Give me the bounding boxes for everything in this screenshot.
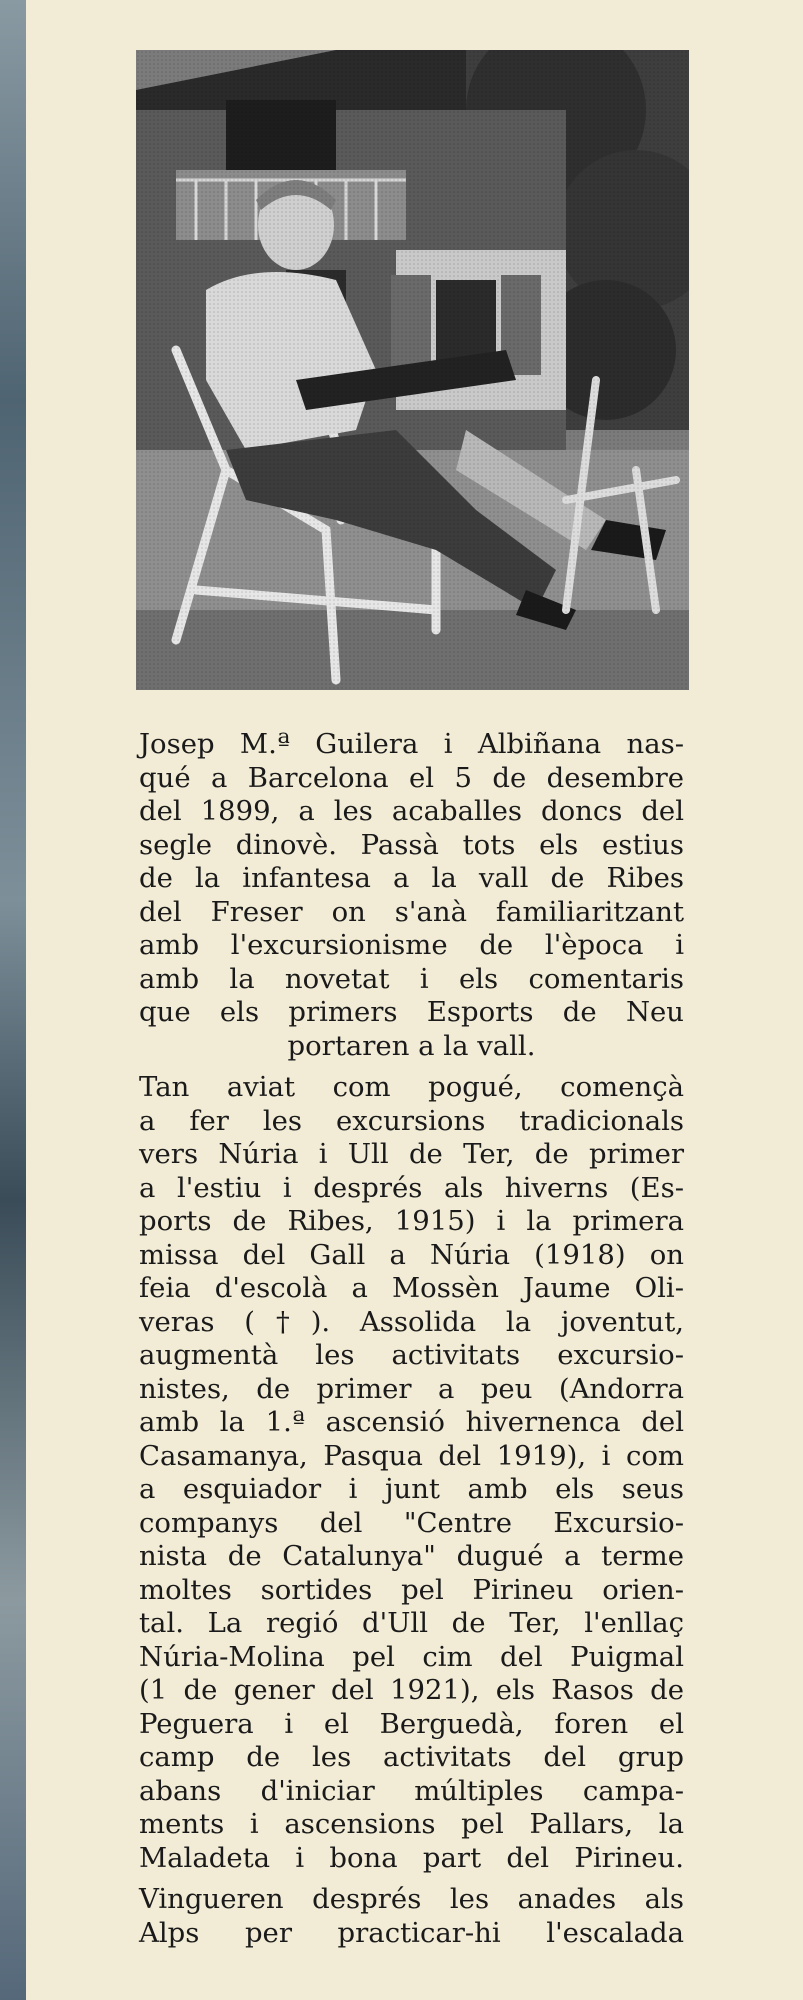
page: [26, 0, 803, 2000]
text-line: amb la novetat i els comentaris: [139, 962, 684, 995]
text-line: ments i ascensions pel Pallars, la: [139, 1808, 684, 1840]
text-line: Peguera i el Berguedà, foren el: [139, 1707, 684, 1740]
text-line: companys del "Centre Excursio-: [139, 1506, 684, 1539]
text-line: augmentà les activitats excursio-: [139, 1339, 684, 1371]
text-line: portaren a la vall.: [287, 1029, 536, 1062]
text-line: feia d'escolà a Mossèn Jaume Oli-: [139, 1272, 684, 1304]
text-line: nistes, de primer a peu (Andorra: [139, 1372, 684, 1405]
biography-text: [139, 728, 684, 1958]
paragraph-1: [139, 728, 684, 1063]
text-line: camp de les activitats del grup: [139, 1741, 684, 1773]
text-line: Josep M.ª Guilera i Albiñana nas-: [139, 728, 684, 760]
text-line: Alps per practicar-hi l'escalada: [139, 1916, 684, 1949]
text-line: Tan aviat com pogué, començà: [139, 1071, 684, 1103]
text-line: Maladeta i bona part del Pirineu.: [139, 1841, 684, 1874]
text-line: missa del Gall a Núria (1918) on: [139, 1238, 684, 1271]
text-line: Núria-Molina pel cim del Puigmal: [139, 1640, 684, 1673]
text-line: Vingueren després les anades als: [139, 1883, 684, 1915]
text-line: a l'estiu i després als hiverns (Es-: [139, 1171, 684, 1204]
text-line: abans d'iniciar múltiples campa-: [139, 1774, 684, 1807]
paragraph-3: [139, 1883, 684, 1950]
text-line: del 1899, a les acaballes doncs del: [139, 795, 684, 827]
text-line: amb la 1.ª ascensió hivernenca del: [139, 1406, 684, 1438]
paragraph-2: [139, 1071, 684, 1875]
text-line: segle dinovè. Passà tots els estius: [139, 828, 684, 861]
text-line: veras (†). Assolida la joventut,: [139, 1305, 684, 1338]
text-line: vers Núria i Ull de Ter, de primer: [139, 1138, 684, 1170]
text-line: tal. La regió d'Ull de Ter, l'enllaç: [139, 1607, 684, 1639]
text-line: que els primers Esports de Neu: [139, 996, 684, 1028]
text-line: moltes sortides pel Pirineu orien-: [139, 1573, 684, 1606]
text-line: qué a Barcelona el 5 de desembre: [139, 761, 684, 794]
text-line: a fer les excursions tradicionals: [139, 1104, 684, 1137]
text-line: a esquiador i junt amb els seus: [139, 1473, 684, 1505]
portrait-photo: [136, 50, 689, 690]
text-line: (1 de gener del 1921), els Rasos de: [139, 1674, 684, 1706]
text-line: amb l'excursionisme de l'època i: [139, 929, 684, 961]
text-line: del Freser on s'anà familiaritzant: [139, 895, 684, 928]
left-page-edge: [0, 0, 26, 2000]
text-line: nista de Catalunya" dugué a terme: [139, 1540, 684, 1572]
text-line: Casamanya, Pasqua del 1919), i com: [139, 1439, 684, 1472]
text-line: de la infantesa a la vall de Ribes: [139, 862, 684, 894]
text-line: ports de Ribes, 1915) i la primera: [139, 1205, 684, 1237]
portrait-photo-image: [136, 50, 689, 690]
